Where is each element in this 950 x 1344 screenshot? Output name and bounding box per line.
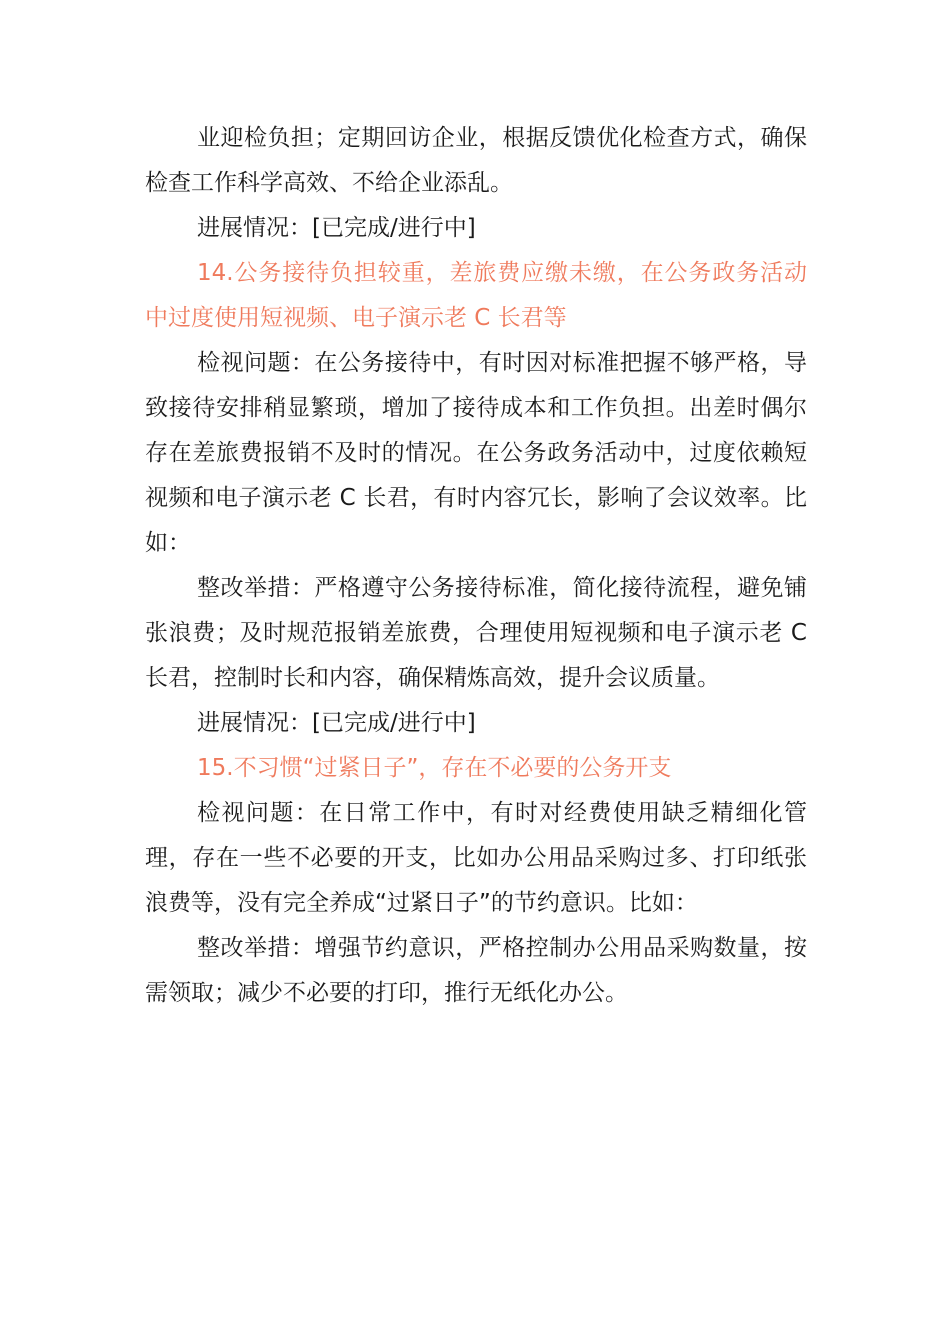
section-heading-15: 15.不习惯“过紧日子”，存在不必要的公务开支 <box>197 755 672 781</box>
paragraph-progress-status-13: 进展情况：[已完成/进行中] <box>197 215 476 241</box>
paragraph-continued-inspection-burden: 业迎检负担；定期回访企业，根据反馈优化检查方式，确保检查工作科学高效、不给企业添乱。 <box>145 125 807 196</box>
section-heading-14: 14.公务接待负担较重，差旅费应缴未缴，在公务政务活动中过度使用短视频、电子演示老 C 长君等 <box>145 260 807 331</box>
paragraph-issue-review-15: 检视问题：在日常工作中，有时对经费使用缺乏精细化管理，存在一些不必要的开支，比如办公用品采购过多、打印纸张浪费等，没有完全养成“过紧日子”的节约意识。比如： <box>145 800 807 916</box>
paragraph-progress-status-14: 进展情况：[已完成/进行中] <box>197 710 476 736</box>
paragraph-issue-review-14: 检视问题：在公务接待中，有时因对标准把握不够严格，导致接待安排稍显繁琐，增加了接待成本和工作负担。出差时偶尔存在差旅费报销不及时的情况。在公务政务活动中，过度依赖短视频和电子演示老 C 长君，有时内容冗长，影响了会议效率。比如： <box>145 350 807 556</box>
document-page <box>145 116 807 1016</box>
paragraph-corrective-measures-15: 整改举措：增强节约意识，严格控制办公用品采购数量，按需领取；减少不必要的打印，推行无纸化办公。 <box>145 935 807 1006</box>
paragraph-corrective-measures-14: 整改举措：严格遵守公务接待标准，简化接待流程，避免铺张浪费；及时规范报销差旅费，合理使用短视频和电子演示老 C 长君，控制时长和内容，确保精炼高效，提升会议质量。 <box>145 575 807 691</box>
